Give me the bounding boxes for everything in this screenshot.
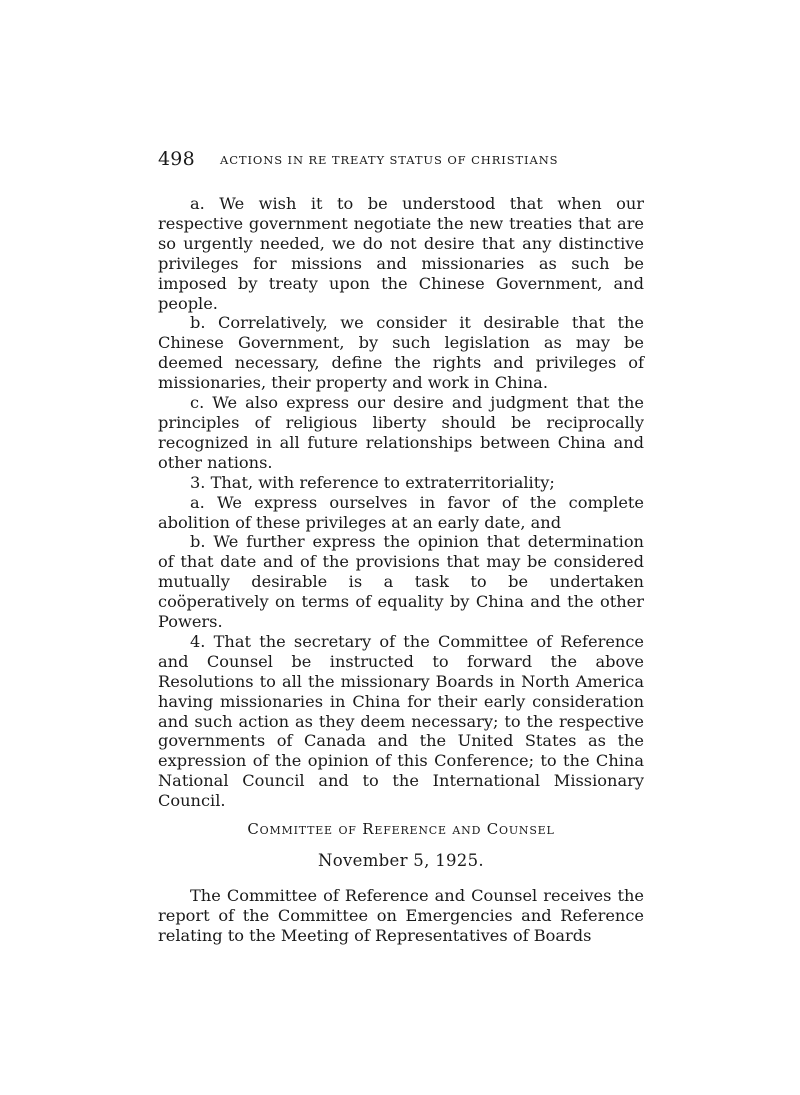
paragraph-4-forward-resolutions: 4. That the secretary of the Committee of Reference and Counsel be instructed to forward the above Resolutions to all the missionary Boards in North America having missionaries in China for their early consideration and such action as they deem necessary; to the respective governments of Canada and the United States as the expression of the opinion of this Conference; to the China National Council and to the International Missionary Council. [158, 631, 644, 811]
body-text [158, 194, 644, 811]
section-date: November 5, 1925. [318, 851, 484, 870]
page-number: 498 [158, 148, 195, 170]
paragraph-c-religious-liberty: c. We also express our desire and judgment that the principles of religious liberty should be reciprocally recognized in all future relationships between China and other nations. [158, 393, 644, 472]
section-heading: Committee of Reference and Counsel [247, 820, 555, 838]
paragraph-3-extraterritoriality: 3. That, with reference to extraterritoriality; [190, 472, 555, 492]
running-head [158, 149, 644, 175]
closing-text [158, 886, 644, 946]
paragraph-b-chinese-legislation: b. Correlatively, we consider it desirable that the Chinese Government, by such legislation as may be deemed necessary, define the rights and privileges of missionaries, their property and work in China. [158, 313, 644, 393]
closing-paragraph: The Committee of Reference and Counsel receives the report of the Committee on Emergencies and Reference relating to the Meeting of Representatives of Boards [158, 886, 644, 945]
paragraph-b-determination: b. We further express the opinion that determination of that date and of the provisions that may be considered mutually desirable is a task to be undertaken coöperatively on terms of equality by China and the other Powers. [158, 532, 644, 632]
paragraph-a-abolition: a. We express ourselves in favor of the complete abolition of these privileges at an early date, and [158, 492, 644, 532]
running-title: ACTIONS IN RE TREATY STATUS OF CHRISTIANS [220, 153, 559, 167]
paragraph-a-distinctive-privileges: a. We wish it to be understood that when our respective government negotiate the new treaties that are so urgently needed, we do not desire that any distinctive privileges for missions and missionaries as such be imposed by treaty upon the Chinese Government, and people. [158, 194, 644, 313]
